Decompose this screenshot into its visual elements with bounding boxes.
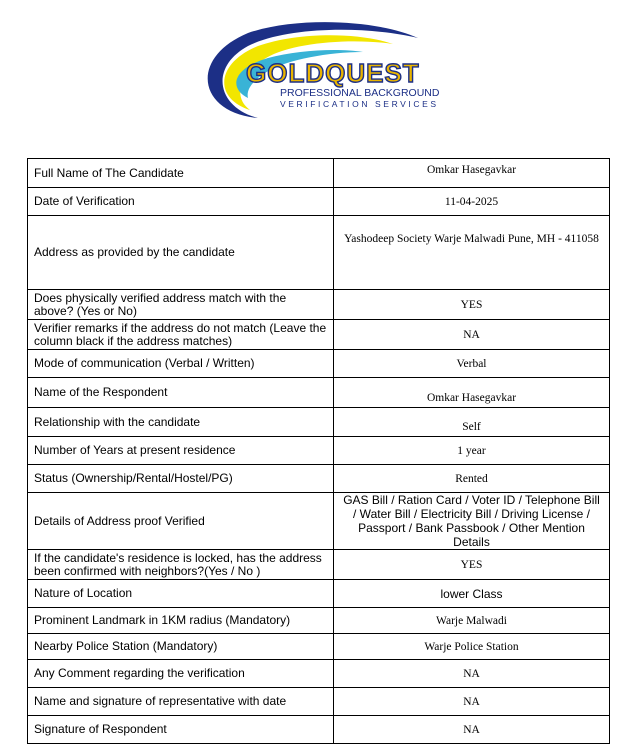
table-row — [28, 159, 610, 188]
row-value: NA — [334, 660, 610, 688]
row-label: Address as provided by the candidate — [28, 216, 334, 290]
row-value: 11-04-2025 — [334, 188, 610, 216]
logo-tagline-2: VERIFICATION SERVICES — [280, 99, 439, 109]
row-value: YES — [334, 290, 610, 320]
table-row — [28, 608, 610, 634]
table-row — [28, 688, 610, 716]
table-row — [28, 408, 610, 437]
row-value: NA — [334, 688, 610, 716]
row-label: Name of the Respondent — [28, 378, 334, 408]
row-value: Yashodeep Society Warje Malwadi Pune, MH - 411058 — [334, 216, 610, 290]
table-row — [28, 465, 610, 493]
row-value: Rented — [334, 465, 610, 493]
row-label: Signature of Respondent — [28, 716, 334, 744]
row-value: lower Class — [334, 580, 610, 608]
table-row — [28, 437, 610, 465]
row-label: Number of Years at present residence — [28, 437, 334, 465]
row-value: GAS Bill / Ration Card / Voter ID / Telephone Bill / Water Bill / Electricity Bill / Driving License / Passport / Bank Passbook / Other Mention Details — [334, 493, 610, 550]
table-row — [28, 188, 610, 216]
row-label: If the candidate's residence is locked, has the address been confirmed with neighbors?(Yes / No ) — [28, 550, 334, 580]
row-label: Full Name of The Candidate — [28, 159, 334, 188]
table-row — [28, 378, 610, 408]
table-row — [28, 493, 610, 550]
row-value: 1 year — [334, 437, 610, 465]
table-row — [28, 660, 610, 688]
table-row — [28, 716, 610, 744]
table-row — [28, 634, 610, 660]
row-value: Warje Malwadi — [334, 608, 610, 634]
row-label: Details of Address proof Verified — [28, 493, 334, 550]
table-row — [28, 320, 610, 350]
row-value: NA — [334, 320, 610, 350]
table-row — [28, 290, 610, 320]
row-label: Nature of Location — [28, 580, 334, 608]
verification-table — [27, 158, 610, 744]
row-label: Date of Verification — [28, 188, 334, 216]
row-value: Self — [334, 408, 610, 437]
row-label: Mode of communication (Verbal / Written) — [28, 350, 334, 378]
table-row — [28, 350, 610, 378]
row-value: Verbal — [334, 350, 610, 378]
row-label: Does physically verified address match with the above? (Yes or No) — [28, 290, 334, 320]
table-row — [28, 580, 610, 608]
row-label: Status (Ownership/Rental/Hostel/PG) — [28, 465, 334, 493]
row-value: Omkar Hasegavkar — [334, 378, 610, 408]
row-label: Prominent Landmark in 1KM radius (Mandatory) — [28, 608, 334, 634]
row-label: Nearby Police Station (Mandatory) — [28, 634, 334, 660]
table-row — [28, 216, 610, 290]
row-value: YES — [334, 550, 610, 580]
row-label: Any Comment regarding the verification — [28, 660, 334, 688]
logo-brand-text: GOLDQUEST — [246, 58, 420, 88]
row-label: Verifier remarks if the address do not match (Leave the column black if the address matches) — [28, 320, 334, 350]
goldquest-logo — [188, 18, 468, 130]
row-label: Name and signature of representative with date — [28, 688, 334, 716]
table-row — [28, 550, 610, 580]
row-label: Relationship with the candidate — [28, 408, 334, 437]
row-value: Warje Police Station — [334, 634, 610, 660]
row-value: NA — [334, 716, 610, 744]
logo-tagline-1: PROFESSIONAL BACKGROUND — [280, 87, 440, 99]
row-value: Omkar Hasegavkar — [334, 159, 610, 188]
